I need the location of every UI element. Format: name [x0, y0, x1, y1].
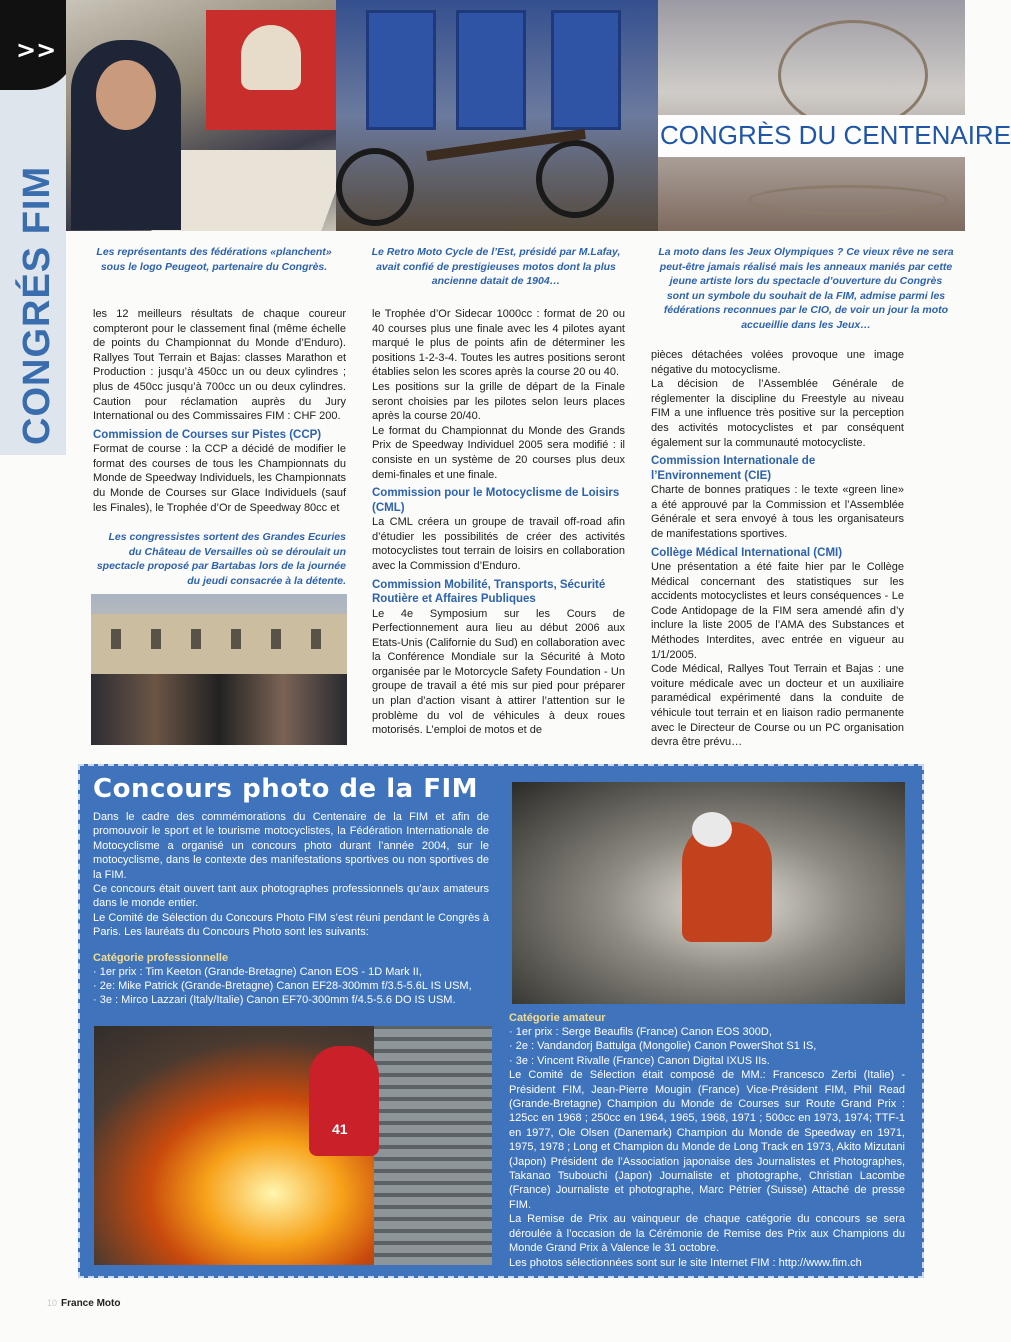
am-prize-1: · 1er prix : Serge Beaufils (France) Canon EOS 300D,: [509, 1026, 772, 1038]
exhibit-poster: [366, 10, 436, 130]
exhibit-poster: [551, 10, 621, 130]
paragraph: Code Médical, Rallyes Tout Terrain et Bajas : une voiture médicale avec un docteur et un auxiliaire paramédical expérimenté dans la conduite de véhicule tout terrain et en liaison radio permanente avec le Directeur de Course ou un PC organisation devra être prévu…: [651, 663, 904, 749]
paragraph: Format de course : la CCP a décidé de modifier le format des courses de tous les Championnats du Monde de Speedway Individuels, les Championnats du Monde de Courses sur Glace Individuels (sauf les Finales), le Trophée d’Or de Speedway 80cc et: [93, 443, 346, 514]
caption-hoop-artist: La moto dans les Jeux Olympiques ? Ce vieux rêve ne sera peut-être jamais réalisé mais les anneaux maniés par cette jeune artiste lors du spectacle d’ouverture du Congrès sont un symbole du souhait de la FIM, admise parmi les fédérations reconnues par le CIO, de voir un jour la moto accueillie dans les Jeux…: [658, 246, 954, 331]
section-title: CONGRÉS FIM: [16, 165, 58, 445]
column-2: [372, 307, 625, 738]
contest-results: [509, 1012, 905, 1270]
rider-figure: [309, 1046, 379, 1156]
heading-mobility: Commission Mobilité, Transports, Sécurité Routière et Affaires Publiques: [372, 578, 606, 605]
hoop-ring: [778, 20, 928, 130]
paragraph: Le Comité de Sélection était composé de MM.: Francesco Zerbi (Italie) - Président FIM, Jean-Pierre Mougin (France) Vice-Président FIM, Phil Read (Grande-Bretagne) Champion du Monde de Courses sur Route Grand Prix : 125cc en 1968 ; 250cc en 1964, 1965, 1968, 1971 ; 500cc en 1973, 1974; TTF-1 en 1977, Ole Olsen (Danemark) Champion du Monde de Speedway en 1971, 1975, 1978 ; Long et Champion du Monde de Long Track en 1973, Akito Mizutani (Japon) Président de l’Association japonaise des Journalistes et Photographes, Takanao Tsubouchi (Japon) Journaliste et photographe, Christian Lacombe (France) Journaliste et photographe, Marc Pétrier (Suisse) Attaché de presse FIM.: [509, 1069, 905, 1211]
column-1: [93, 307, 346, 515]
photo-delegates: [66, 0, 336, 231]
website-line: Les photos sélectionnées sont sur le site Internet FIM : http://www.fim.ch: [509, 1256, 862, 1269]
window: [271, 629, 281, 649]
paragraph: Une présentation a été faite hier par le Collège Médical concernant des statistiques sur les accidents motocyclistes et leurs conséquences - Le Code Antidopage de la FIM sera amendé afin d’y inclure la liste 2005 de l’AMA des Substances et Méthodes Interdites, avec entrée en vigueur au 1/1/2005.: [651, 561, 904, 661]
pro-prize-1: · 1er prix : Tim Keeton (Grande-Bretagne) Canon EOS - 1D Mark II,: [93, 965, 422, 978]
crowd: [91, 674, 347, 745]
photo-hoop-artist: [658, 0, 1011, 231]
am-prize-3: · 3e : Vincent Rivalle (France) Canon Digital IXUS IIs.: [509, 1054, 770, 1067]
motorcycle-wheel: [336, 148, 414, 226]
heading-ccp: Commission de Courses sur Pistes (CCP): [93, 428, 322, 441]
pro-prize-2: · 2e: Mike Patrick (Grande-Bretagne) Canon EF28-300mm f/3.5-5.6L IS USM,: [93, 980, 472, 993]
arrow-badge: >>: [0, 0, 76, 90]
paragraph: Ce concours était ouvert tant aux photographes professionnels qu’aux amateurs dans le monde entier.: [93, 883, 489, 910]
caption-versailles: Les congressistes sortent des Grandes Ecuries du Château de Versailles où se déroulait un spectacle proposé par Bartabas lors de la journée du jeudi consacrée à la détente.: [96, 531, 346, 587]
window: [311, 629, 321, 649]
am-prize-2: · 2e : Vandandorj Battulga (Mongolie) Canon PowerShot S1 IS,: [509, 1040, 817, 1053]
paragraph: Charte de bonnes pratiques : le texte «green line» a été approuvé par la Commission et l’Assemblée Générale et sera envoyé à tous les organisateurs de manifestations sportives.: [651, 484, 904, 540]
window: [231, 629, 241, 649]
caption-delegates: Les représentants des fédérations «planchent» sous le logo Peugeot, partenaire du Congrès.: [96, 246, 332, 273]
contest-title: Concours photo de la FIM: [93, 774, 479, 804]
photo-enduro-winner: [512, 782, 905, 1004]
paragraph: La CML créera un groupe de travail off-road afin d’étudier les possibilités de créer des activités motocyclistes tout terrain de loisirs en collaboration avec la Commission d’Enduro.: [372, 516, 625, 572]
congress-sign: CONGRÈS DU CENTENAIRE: [658, 115, 965, 157]
pro-prize-3: · 3e : Mirco Lazzari (Italy/Italie) Canon EF70-300mm f/4.5-5.6 DO IS USM.: [93, 994, 456, 1007]
paragraph: Les positions sur la grille de départ de la Finale seront choisies par les pilotes selon leurs places après la course 20/40.: [372, 380, 625, 423]
window: [111, 629, 121, 649]
photo-vintage-motorcycles: [336, 0, 658, 231]
heading-cml: Commission pour le Motocyclisme de Loisirs (CML): [372, 487, 620, 514]
pro-heading: Catégorie professionnelle: [93, 951, 229, 964]
contest-intro: [93, 810, 489, 1008]
paragraph: pièces détachées volées provoque une image négative du motocyclisme.: [651, 349, 904, 376]
hoop-ring: [748, 185, 948, 215]
page-number: 10: [47, 1298, 58, 1308]
heading-cie: Commission Internationale de l’Environnement (CIE): [651, 455, 816, 482]
exhibit-poster: [456, 10, 526, 130]
photo-versailles: [91, 594, 347, 745]
paragraph: les 12 meilleurs résultats de chaque coureur compteront pour le classement final (même échelle de points du Championnat du Monde d’Enduro). Rallyes Tout Terrain et Bajas: classes Marathon et Production : jusqu’à 450cc un ou deux cylindres ; plus de 450cc jusqu’à 700cc un ou deux cylindres. Caution pour réclamation auprès du Jury International ou des Commissaires FIM : CHF 200.: [93, 308, 346, 423]
paragraph: Le 4e Symposium sur les Cours de Perfectionnement aura lieu au début 2006 aux Etats-Unis (Californie du Sud) en collaboration avec la Conférence Mondiale sur la Sécurité à Moto organisée par le Motorcycle Safety Foundation - Un groupe de travail a été mis sur pied pour préparer un plan d’action visant à attirer l’attention sur le problème du vol de véhicules à deux roues motorisés. L’emploi de motos et de: [372, 607, 625, 737]
photo-fire-crash: [94, 1026, 492, 1265]
window: [191, 629, 201, 649]
window: [151, 629, 161, 649]
footer: [47, 1298, 120, 1309]
peugeot-lion-logo: [241, 25, 301, 90]
column-3: [651, 348, 904, 750]
motorcycle-wheel: [536, 140, 614, 218]
paragraph: le Trophée d’Or Sidecar 1000cc : format de 20 ou 40 courses plus une finale avec les 4 pilotes ayant marqué le plus de points afin de déterminer les positions 1-2-3-4. Toutes les autres positions seront établies selon les scores après la course 20 ou 40.: [372, 308, 625, 379]
heading-cmi: Collège Médical International (CMI): [651, 546, 843, 559]
caption-motorcycles: Le Retro Moto Cycle de l’Est, présidé par M.Lafay, avait confié de prestigieuses motos dont la plus ancienne datait de 1904…: [371, 246, 621, 287]
guard-rail: [374, 1026, 492, 1265]
paragraph: Le format du Championnat du Monde des Grands Prix de Speedway Individuel 2005 sera modifié : il consiste en un système de 20 courses plus deux demi-finales et une finale.: [372, 424, 625, 481]
race-number: 41: [332, 1121, 348, 1137]
paragraph: Le Comité de Sélection du Concours Photo FIM s’est réuni pendant le Congrès à Paris. Les lauréats du Concours Photo sont les suivants:: [93, 911, 489, 939]
paragraph: La Remise de Prix au vainqueur de chaque catégorie du concours se sera déroulée à l’occasion de la Cérémonie de Remise des Prix aux Champions du Monde Grand Prix à Valence le 31 octobre.: [509, 1213, 905, 1255]
rider-helmet: [692, 812, 732, 847]
conference-table: [151, 150, 350, 231]
paragraph: La décision de l’Assemblée Générale de réglementer la discipline du Freestyle au niveau FIM a une influence très positive sur la perception des activités motocyclistes et par conséquent également sur la communauté motocycliste.: [651, 378, 904, 449]
amateur-heading: Catégorie amateur: [509, 1012, 606, 1024]
delegate-figure: [71, 40, 181, 230]
delegate-head: [96, 60, 156, 130]
magazine-brand: France Moto: [61, 1298, 121, 1309]
paragraph: Dans le cadre des commémorations du Centenaire de la FIM et afin de promouvoir le sport et le tourisme motocyclistes, la Fédération Internationale de Motocyclisme a organisé un concours photo durant l’année 2004, sur le motocyclisme, dans le contexte des manifestations sportives ou non sportives de la FIM.: [93, 811, 489, 881]
